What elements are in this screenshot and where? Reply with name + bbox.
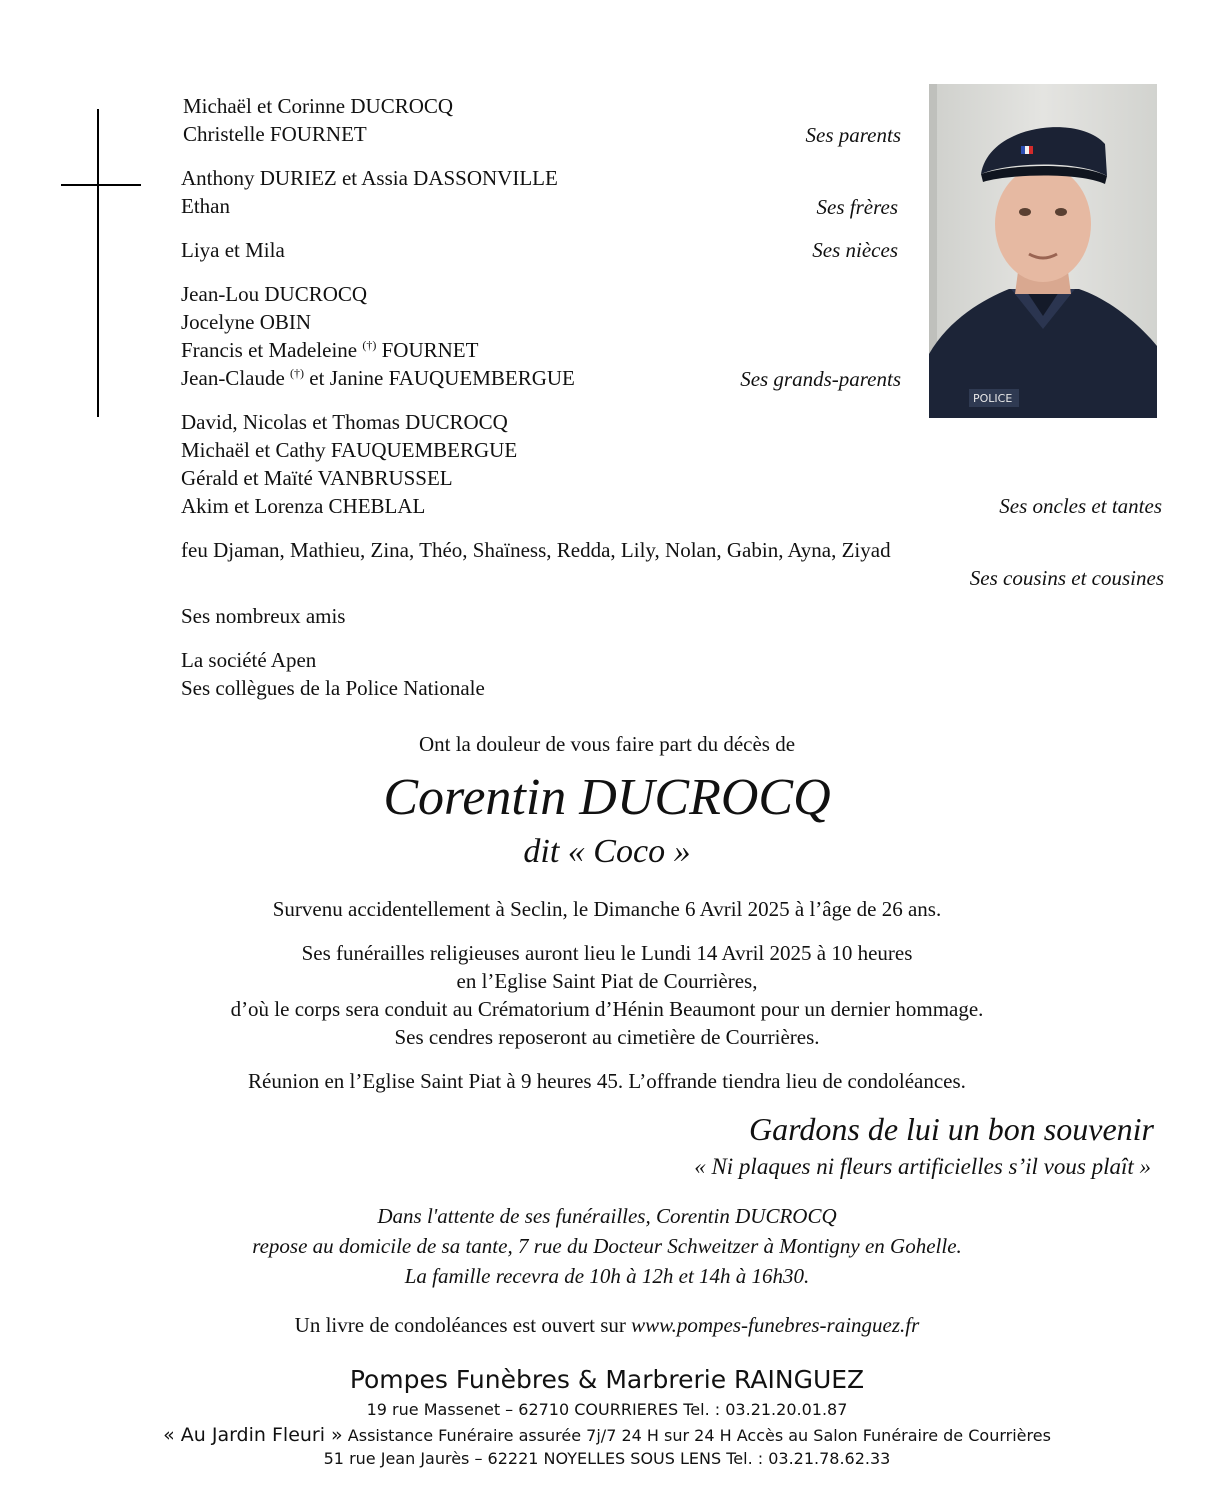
- no-flowers-line: « Ni plaques ni fleurs artificielles s’il vous plaît »: [694, 1154, 1151, 1179]
- company-address-1: 19 rue Massenet – 62710 COURRIERES Tel. : 03.21.20.01.87: [366, 1400, 848, 1419]
- uncles-name-1: David, Nicolas et Thomas DUCROCQ: [181, 410, 508, 434]
- rest-line-2: repose au domicile de sa tante, 7 rue du Docteur Schweitzer à Montigny en Gohelle.: [252, 1234, 962, 1258]
- uncles-name-2: Michaël et Cathy FAUQUEMBERGUE: [181, 438, 518, 462]
- grandparent-3: [181, 336, 478, 364]
- nieces-role: Ses nièces: [812, 238, 898, 262]
- grandparent-4-rest: et Janine FAUQUEMBERGUE: [309, 366, 575, 390]
- condolences-text: Un livre de condoléances est ouvert sur: [294, 1313, 626, 1337]
- rest-line-1: Dans l'attente de ses funérailles, Corentin DUCROCQ: [377, 1204, 837, 1228]
- dagger-mark: (†): [290, 366, 305, 380]
- deceased-name: Corentin DUCROCQ: [383, 769, 831, 826]
- grandparent-4-first: Jean-Claude: [181, 366, 285, 390]
- grandparents-role: Ses grands-parents: [740, 367, 901, 391]
- brothers-name-1: Anthony DURIEZ et Assia DASSONVILLE: [181, 166, 558, 190]
- company-name: Pompes Funèbres & Marbrerie RAINGUEZ: [349, 1365, 865, 1394]
- dagger-mark: (†): [362, 338, 377, 352]
- condolences-line: [0, 1311, 1214, 1339]
- assistance-text: Assistance Funéraire assurée 7j/7 24 H sur 24 H Accès au Salon Funéraire de Courrières: [347, 1426, 1051, 1445]
- brothers-name-2: Ethan: [181, 194, 230, 218]
- cross-horizontal-bar: [61, 184, 141, 186]
- cross-vertical-bar: [97, 109, 99, 417]
- cousins-names: feu Djaman, Mathieu, Zina, Théo, Shaïness, Redda, Lily, Nolan, Gabin, Ayna, Ziyad: [181, 538, 891, 562]
- deceased-nickname: dit « Coco »: [523, 833, 691, 870]
- jardin-name: « Au Jardin Fleuri »: [163, 1424, 343, 1446]
- funeral-line-3: d’où le corps sera conduit au Crématorium d’Hénin Beaumont pour un dernier hommage.: [230, 997, 984, 1021]
- work-line-1: La société Apen: [181, 648, 317, 672]
- meeting-line: Réunion en l’Eglise Saint Piat à 9 heures 45. L’offrande tiendra lieu de condoléances.: [248, 1069, 966, 1093]
- cousins-role: Ses cousins et cousines: [969, 566, 1164, 590]
- jardin-line: [0, 1423, 1214, 1448]
- friends-line: Ses nombreux amis: [181, 604, 346, 628]
- parents-name-2: Christelle FOURNET: [183, 122, 367, 146]
- funeral-line-2: en l’Eglise Saint Piat de Courrières,: [456, 969, 758, 993]
- condolences-url[interactable]: www.pompes-funebres-rainguez.fr: [631, 1313, 920, 1337]
- cap-badge-text: POLICE: [973, 392, 1013, 405]
- parents-name-1: Michaël et Corinne DUCROCQ: [183, 94, 454, 118]
- rest-line-3: La famille recevra de 10h à 12h et 14h à 16h30.: [404, 1264, 810, 1288]
- death-details: Survenu accidentellement à Seclin, le Dimanche 6 Avril 2025 à l’âge de 26 ans.: [272, 897, 942, 921]
- brothers-role: Ses frères: [816, 195, 898, 219]
- portrait-illustration: [929, 84, 1157, 418]
- work-line-2: Ses collègues de la Police Nationale: [181, 676, 485, 700]
- grandparent-3-last: FOURNET: [381, 338, 479, 362]
- parents-role: Ses parents: [805, 123, 901, 147]
- company-address-2: 51 rue Jean Jaurès – 62221 NOYELLES SOUS LENS Tel. : 03.21.78.62.33: [323, 1449, 891, 1468]
- grandparent-3-first: Francis et Madeleine: [181, 338, 358, 362]
- deceased-photo: [929, 84, 1157, 418]
- grandparent-4: [181, 364, 575, 392]
- uncles-name-4: Akim et Lorenza CHEBLAL: [181, 494, 426, 518]
- memory-line: Gardons de lui un bon souvenir: [748, 1111, 1154, 1147]
- intro-line: Ont la douleur de vous faire part du décès de: [418, 732, 796, 756]
- funeral-line-1: Ses funérailles religieuses auront lieu le Lundi 14 Avril 2025 à 10 heures: [301, 941, 913, 965]
- grandparent-1: Jean-Lou DUCROCQ: [181, 282, 368, 306]
- nieces-names: Liya et Mila: [181, 238, 285, 262]
- uncles-name-3: Gérald et Maïté VANBRUSSEL: [181, 466, 453, 490]
- uncles-role: Ses oncles et tantes: [999, 494, 1162, 518]
- funeral-line-4: Ses cendres reposeront au cimetière de Courrières.: [394, 1025, 820, 1049]
- grandparent-2: Jocelyne OBIN: [181, 310, 312, 334]
